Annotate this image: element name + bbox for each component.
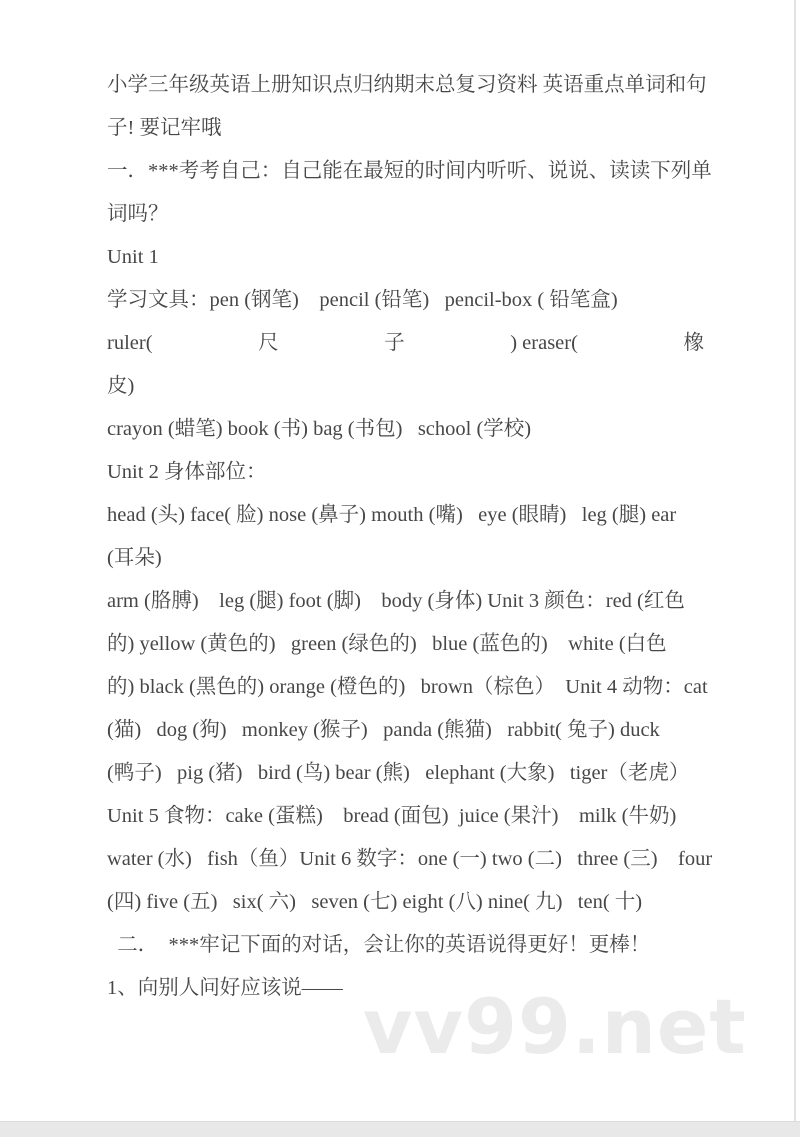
text-line: (猫) dog (狗) monkey (猴子) panda (熊猫) rabbit( 兔子) duck [107, 719, 660, 741]
ruler-segment: 橡 [683, 332, 704, 354]
text-line-ruler [107, 322, 704, 365]
section-2-heading: 二． ***牢记下面的对话，会让你的英语说得更好！更棒！ [107, 934, 651, 956]
unit-1-heading: Unit 1 [107, 246, 159, 268]
ruler-segment: 子 [384, 332, 405, 354]
document-text [107, 64, 713, 1010]
ruler-segment: 尺 [258, 332, 279, 354]
text-line: 的) black (黑色的) orange (橙色的) brown（棕色） Unit 4 动物：cat [107, 676, 708, 698]
text-line: 的) yellow (黄色的) green (绿色的) blue (蓝色的) white (白色 [107, 633, 667, 655]
text-line: Unit 5 食物：cake (蛋糕) bread (面包) juice (果汁) milk (牛奶) [107, 805, 677, 827]
text-line: 学习文具：pen (钢笔) pencil (铅笔) pencil-box ( 铅笔盒) [107, 289, 618, 311]
text-line: 1、向别人问好应该说—— [107, 977, 343, 999]
text-line: 词吗？ [107, 203, 169, 225]
text-line: head (头) face( 脸) nose (鼻子) mouth (嘴) eye (眼睛) leg (腿) ear [107, 504, 677, 526]
unit-2-heading: Unit 2 身体部位： [107, 461, 267, 483]
text-line: (鸭子) pig (猪) bird (鸟) bear (熊) elephant (大象) tiger（老虎） [107, 762, 690, 784]
text-line: 一．***考考自己：自己能在最短的时间内听听、说说、读读下列单 [107, 160, 712, 182]
ruler-segment: ) eraser( [510, 332, 578, 354]
ruler-segment: ruler( [107, 332, 153, 354]
title-line: 子! 要记牢哦 [107, 117, 222, 139]
text-line: 皮) [107, 375, 135, 397]
text-line: arm (胳膊) leg (腿) foot (脚) body (身体) Unit 3 颜色：red (红色 [107, 590, 685, 612]
watermark: vv99.net [363, 982, 747, 1071]
text-line: (耳朵) [107, 547, 162, 569]
text-line: crayon (蜡笔) book (书) bag (书包) school (学校) [107, 418, 532, 440]
text-line: water (水) fish（鱼）Unit 6 数字：one (一) two (二) three (三) four [107, 848, 713, 870]
bottom-strip [0, 1121, 800, 1137]
text-line: (四) five (五) six( 六) seven (七) eight (八) nine( 九) ten( 十) [107, 891, 643, 913]
page-right-border [794, 0, 796, 1121]
title-line: 小学三年级英语上册知识点归纳期末总复习资料 英语重点单词和句 [107, 74, 707, 96]
